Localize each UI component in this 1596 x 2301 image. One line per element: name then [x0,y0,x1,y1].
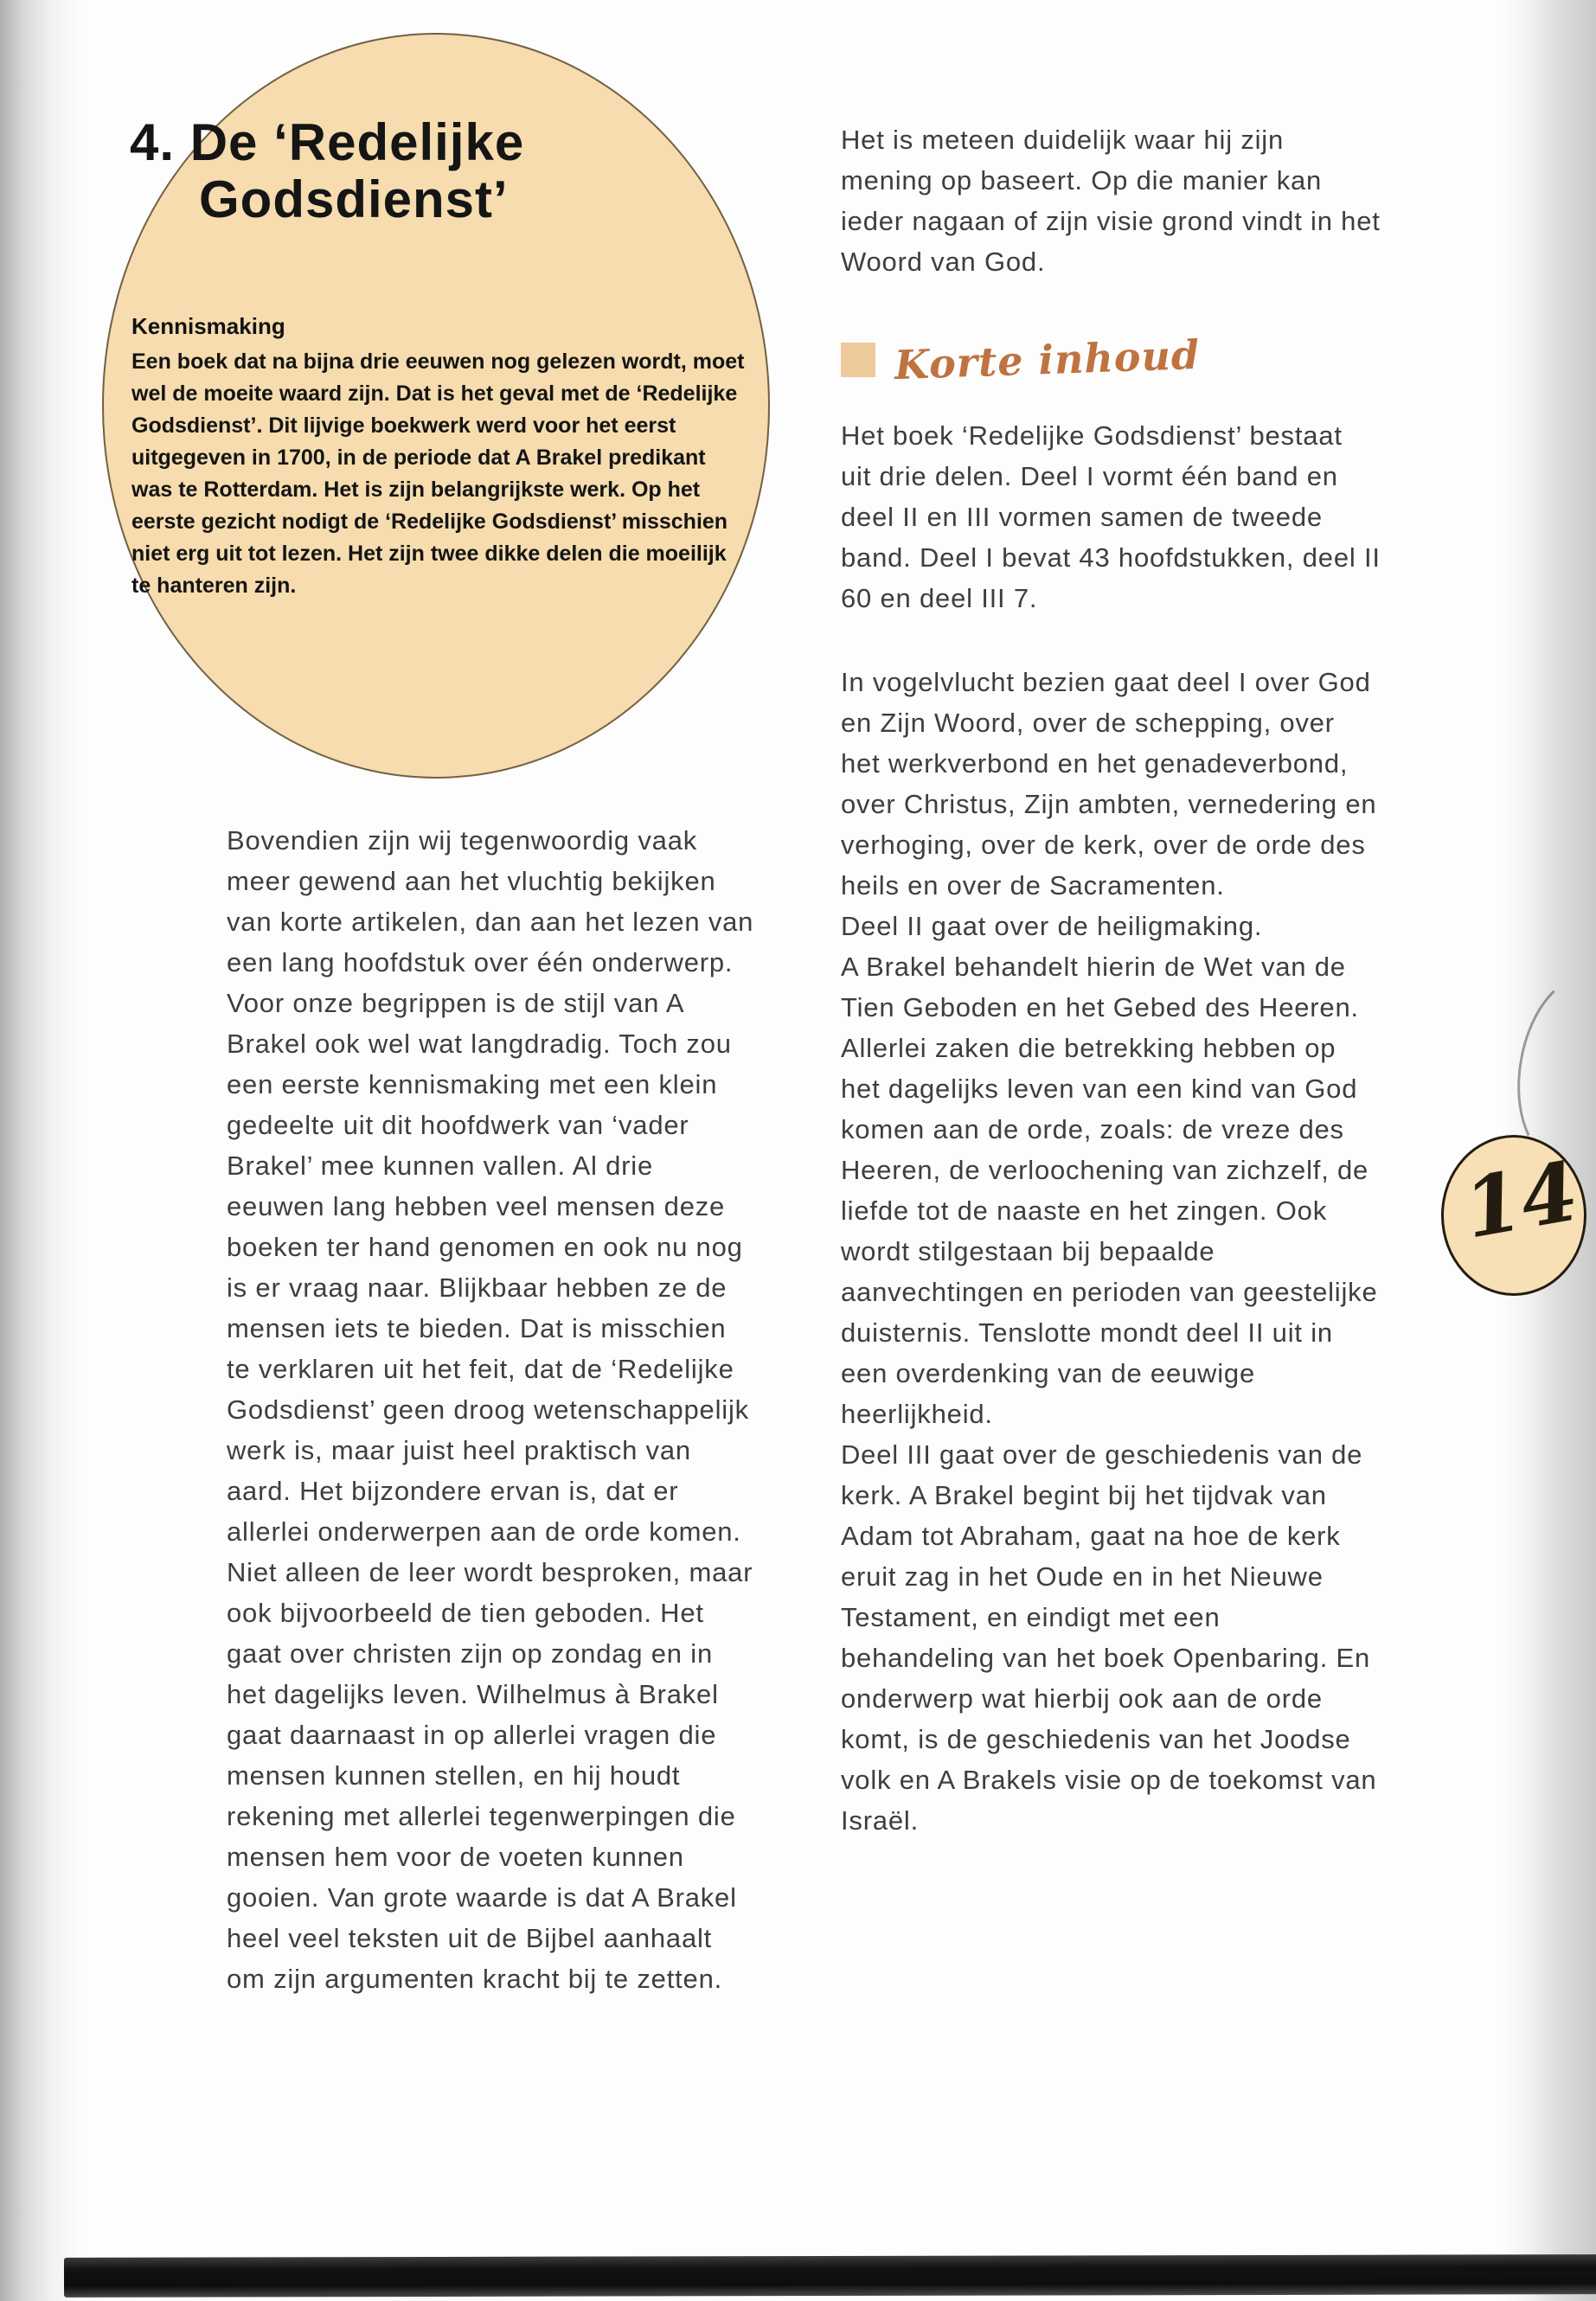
section-heading-korte-inhoud [841,332,1381,388]
left-column [227,820,756,1999]
right-paragraph: A Brakel behandelt hierin de Wet van de Tien Geboden en het Gebed des Heeren. Allerlei zaken die betrekking hebben op het dagelijks leven van een kind van God komen aan de orde, zoals: de vreze des Heeren, de verloochening van zichzelf, de liefde tot de naaste en het zingen. Ook wordt stilgestaan bij bepaalde aanvechtingen en perioden van geestelijke duisternis. Tenslotte mondt deel II uit in een overdenking van de eeuwige heerlijkheid. [841,952,1378,1429]
section-bullet-square-icon [841,343,875,377]
right-paragraph: Deel II gaat over de heiligmaking. [841,911,1263,941]
section-heading-text: Korte inhoud [894,330,1201,389]
right-intro-text: Het is meteen duidelijk waar hij zijn mening op baseert. Op die manier kan ieder nagaan of zijn visie grond vindt in het Woord van God. [841,125,1381,277]
chapter-title-line1: 4. De ‘Redelijke [130,113,525,171]
right-paragraph: Het boek ‘Redelijke Godsdienst’ bestaat uit drie delen. Deel I vormt één band en deel II en III vormen samen de tweede band. Deel I bevat 43 hoofdstukken, deel II 60 en deel III 7. [841,420,1381,613]
page-number-tab [1441,1135,1586,1296]
chapter-title-line2: Godsdienst’ [199,170,509,228]
right-paragraph: In vogelvlucht bezien gaat deel I over God en Zijn Woord, over de schepping, over het werkverbond en het genadeverbond, over Christus, Zijn ambten, vernedering en verhoging, over de kerk, over de orde des heils en over de Sacramenten. [841,667,1377,901]
lead-paragraph: Een boek dat na bijna drie eeuwen nog gelezen wordt, moet wel de moeite waard zijn. Dat is het geval met de ‘Redelijke Godsdienst’. Dit lijvige boekwerk werd voor het eerst uitgegeven in 1700, in de periode dat A Brakel predikant was te Rotterdam. Het is zijn belangrijkste werk. Op het eerste gezicht nodigt de ‘Redelijke Godsdienst’ misschien niet erg uit tot lezen. Het zijn twee dikke delen die moeilijk te hanteren zijn. [131,349,745,598]
chapter-title [130,114,524,228]
right-paragraph: Deel III gaat over de geschiedenis van de kerk. A Brakel begint bij het tijdvak van Adam tot Abraham, gaat na hoe de kerk eruit zag in het Oude en in het Nieuwe Testament, en eindigt met een behandeling van het boek Openbaring. En onderwerp wat hierbij ook aan de orde komt, is de geschiedenis van het Joodse volk en A Brakels visie op de toekomst van Israël. [841,1439,1377,1836]
feature-ellipse [102,33,770,779]
right-column [841,119,1381,1841]
book-edge [64,2254,1596,2298]
page-number: 14 [1457,1144,1586,1258]
kicker-kennismaking: Kennismaking [131,313,285,339]
left-column-text: Bovendien zijn wij tegenwoordig vaak meer gewend aan het vluchtig bekijken van korte artikelen, dan aan het lezen van een lang hoofdstuk over één onderwerp. Voor onze begrippen is de stijl van A Brakel ook wel wat langdradig. Toch zou een eerste kennismaking met een klein gedeelte uit dit hoofdwerk van ‘vader Brakel’ mee kunnen vallen. Al drie eeuwen lang hebben veel mensen deze boeken ter hand genomen en ook nu nog is er vraag naar. Blijkbaar hebben ze de mensen iets te bieden. Dat is misschien te verklaren uit het feit, dat de ‘Redelijke Godsdienst’ geen droog wetenschappelijk werk is, maar juist heel praktisch van aard. Het bijzondere ervan is, dat er allerlei onderwerpen aan de orde komen. Niet alleen de leer wordt besproken, maar ook bijvoorbeeld de tien geboden. Het gaat over christen zijn op zondag en in het dagelijks leven. Wilhelmus à Brakel gaat daarnaast in op allerlei vragen die mensen kunnen stellen, en hij houdt rekening met allerlei tegenwerpingen die mensen hem voor de voeten kunnen gooien. Van grote waarde is dat A Brakel heel veel teksten uit de Bijbel aanhaalt om zijn argumenten kracht bij te zetten. [227,825,754,1994]
